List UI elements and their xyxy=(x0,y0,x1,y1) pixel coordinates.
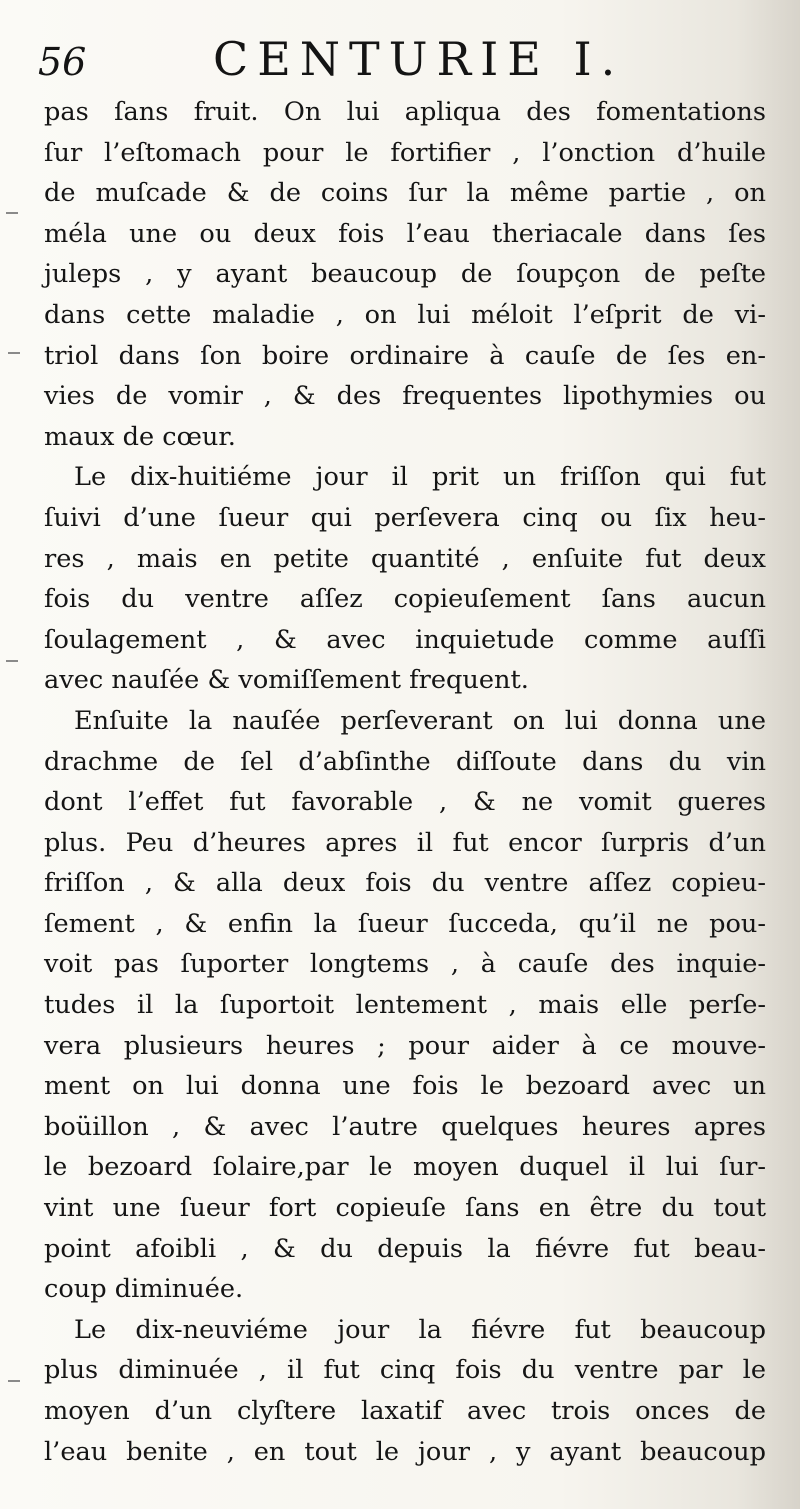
body-text xyxy=(44,92,766,1472)
page-number: 56 xyxy=(38,40,87,84)
text-line: point afoibli , & du depuis la fiévre fut beau- xyxy=(44,1233,766,1264)
text-line: tudes il la ſuportoit lentement , mais elle perſe- xyxy=(44,990,766,1021)
text-line: pas ſans fruit. On lui apliqua des fomentations xyxy=(44,97,766,127)
text-line: coup diminuée. xyxy=(44,1274,244,1305)
text-line: l’eau benite , en tout le jour , y ayant beaucoup xyxy=(44,1436,766,1467)
paragraph xyxy=(44,92,766,457)
paragraph xyxy=(44,1310,766,1472)
text-line: maux de cœur. xyxy=(44,421,236,452)
text-line: ſoulagement , & avec inquietude comme auſſi xyxy=(44,624,766,655)
text-line: fois du ventre aſſez copieuſement ſans aucun xyxy=(44,584,766,615)
text-line: dont l’effet fut favorable , & ne vomit gueres xyxy=(44,787,766,818)
text-line: Enſuite la nauſée perſeverant on lui donna une xyxy=(74,705,766,736)
paragraph xyxy=(44,457,766,701)
text-line: boüillon , & avec l’autre quelques heures apres xyxy=(44,1111,766,1142)
text-line: ſement , & enfin la ſueur ſucceda, qu’il ne pou- xyxy=(44,908,766,939)
margin-mark xyxy=(8,1380,20,1382)
text-line: plus. Peu d’heures apres il fut encor ſurpris d’un xyxy=(44,827,766,858)
text-line: drachme de ſel d’abſinthe diſſoute dans du vin xyxy=(44,746,766,777)
text-line: plus diminuée , il fut cinq fois du ventre par le xyxy=(44,1355,766,1386)
text-line: moyen d’un clyſtere laxatif avec trois onces de xyxy=(44,1396,766,1426)
text-line: dans cette maladie , on lui méloit l’eſprit de vi- xyxy=(44,299,766,330)
text-line: triol dans ſon boire ordinaire à cauſe de ſes en- xyxy=(44,340,766,371)
text-line: méla une ou deux fois l’eau theriacale dans ſes xyxy=(44,218,766,249)
text-line: res , mais en petite quantité , enſuite fut deux xyxy=(44,543,766,574)
paragraph xyxy=(44,701,766,1310)
text-line: ſur l’eſtomach pour le fortifier , l’onction d’huile xyxy=(44,137,766,168)
margin-mark xyxy=(6,212,18,214)
text-line: vera plusieurs heures ; pour aider à ce mouve- xyxy=(44,1030,766,1061)
text-line: de muſcade & de coins ſur la même partie , on xyxy=(44,178,766,209)
text-line: ment on lui donna une fois le bezoard avec un xyxy=(44,1071,766,1102)
text-line: vint une ſueur fort copieuſe ſans en être du tout xyxy=(44,1193,766,1224)
text-line: friſſon , & alla deux fois du ventre aſſez copieu- xyxy=(44,868,766,899)
text-line: juleps , y ayant beaucoup de ſoupçon de peſte xyxy=(44,259,766,290)
text-line: vies de vomir , & des frequentes lipothymies ou xyxy=(44,381,766,412)
margin-mark xyxy=(6,660,18,662)
text-line: voit pas ſuporter longtems , à cauſe des inquie- xyxy=(44,949,766,980)
text-line: avec nauſée & vomiſſement frequent. xyxy=(44,665,529,696)
margin-mark xyxy=(8,352,20,354)
text-line: le bezoard ſolaire,par le moyen duquel il lui ſur- xyxy=(44,1152,766,1183)
text-line: Le dix-neuviéme jour la fiévre fut beaucoup xyxy=(74,1314,766,1345)
running-head: CENTURIE I. xyxy=(213,32,625,86)
text-line: Le dix-huitiéme jour il prit un friſſon qui fut xyxy=(74,462,766,493)
text-line: ſuivi d’une ſueur qui perſevera cinq ou ſix heu- xyxy=(44,502,766,533)
page-header xyxy=(38,30,758,100)
